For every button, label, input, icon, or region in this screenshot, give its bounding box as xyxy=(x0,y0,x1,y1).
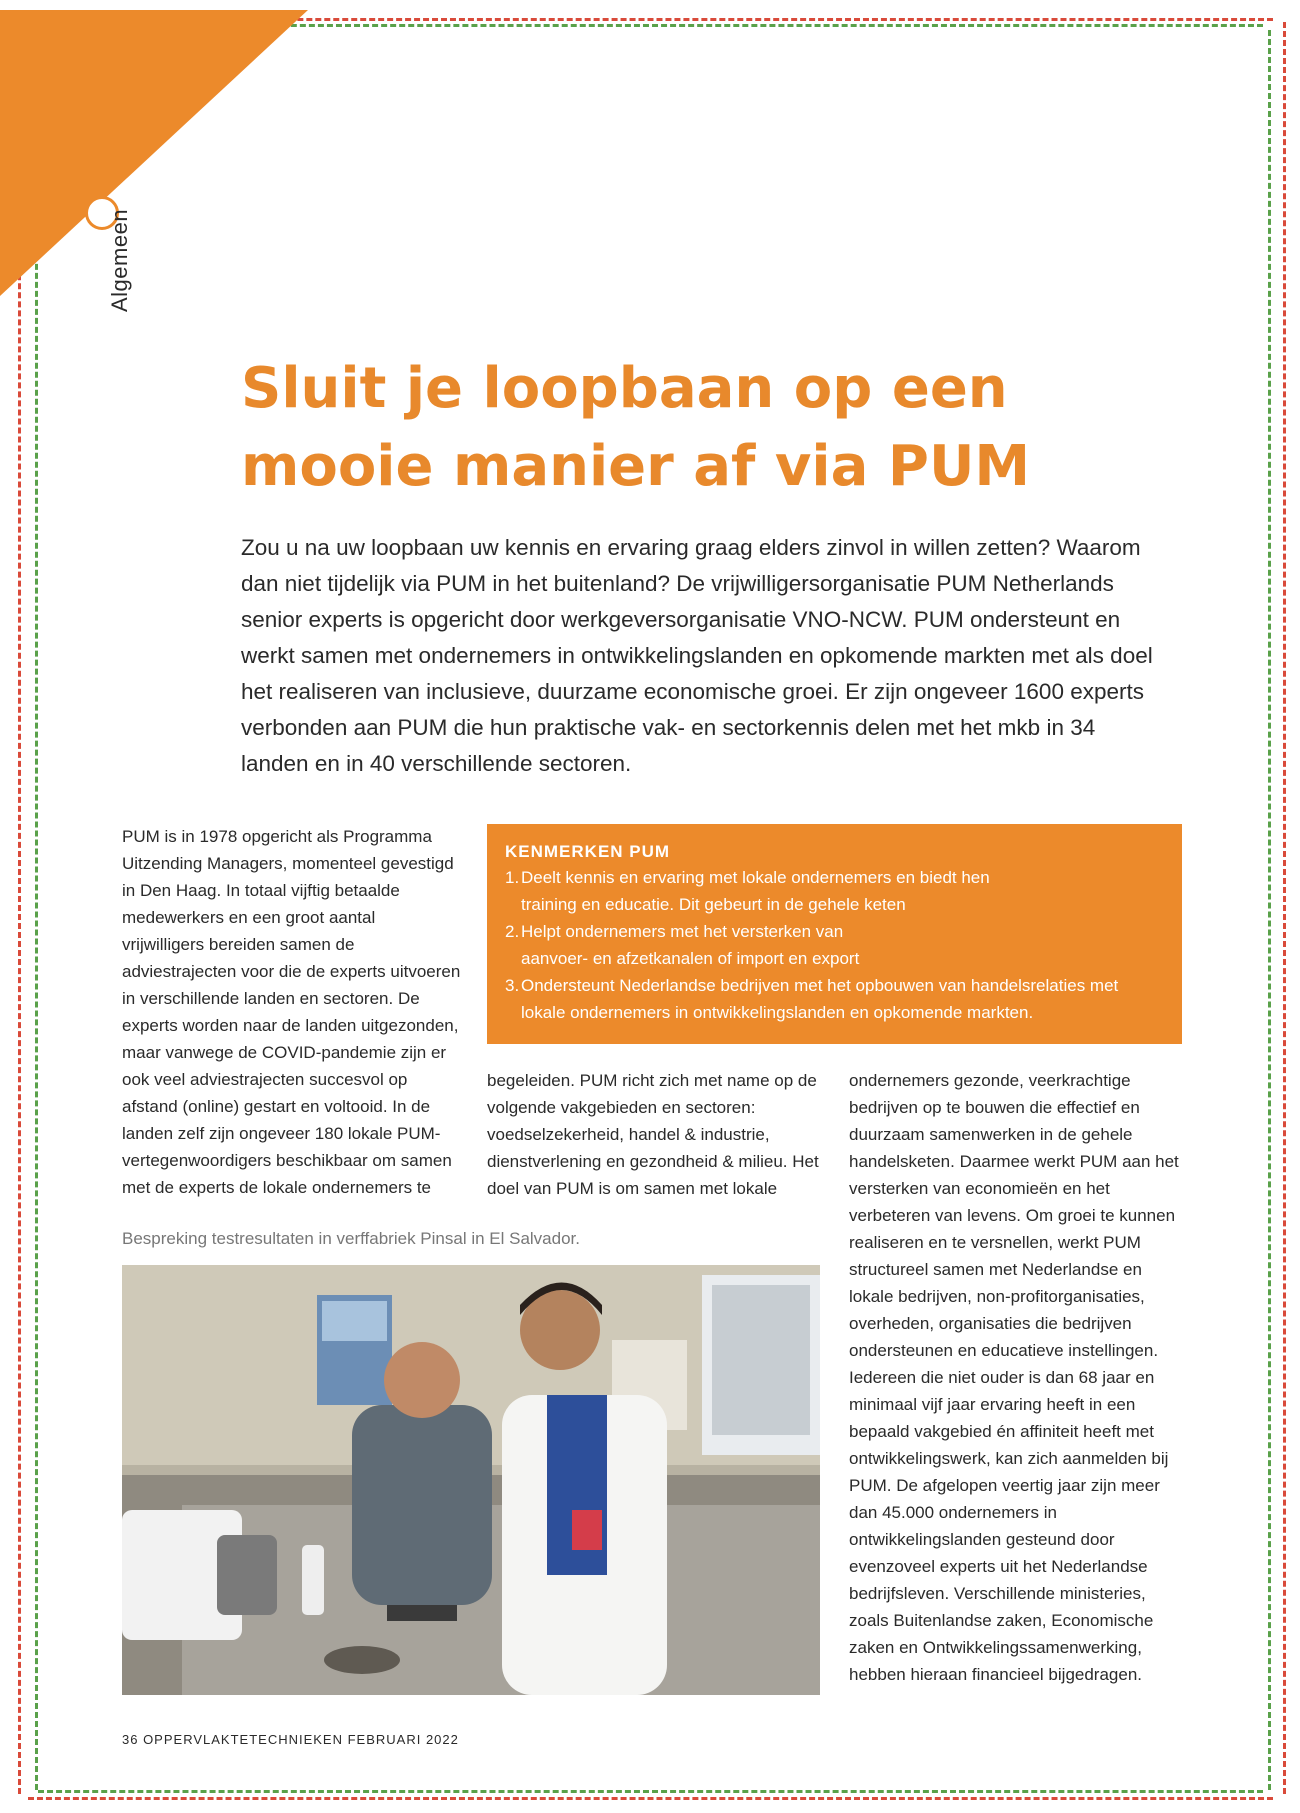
list-item xyxy=(505,972,1164,1026)
frame-dashed-bottom-inner xyxy=(38,1790,1263,1793)
article-title-line1: Sluit je loopbaan op een xyxy=(241,356,1008,421)
article-intro: Zou u na uw loopbaan uw kennis en ervaring graag elders zinvol in willen zetten? Waarom dan niet tijdelijk via PUM in het buitenland? De vrijwilligersorganisatie PUM Netherlands senior experts is opgericht door werkgeversorganisatie VNO-NCW. PUM ondersteunt en werkt samen met ondernemers in ontwikkelingslanden en opkomende markten met als doel het realiseren van inclusieve, duurzame economische groei. Er zijn ongeveer 1600 experts verbonden aan PUM die hun praktische vak- en sectorkennis delen met het mkb in 34 landen en in 40 verschillende sectoren. xyxy=(241,535,1153,776)
body-column-1: PUM is in 1978 opgericht als Programma Uitzending Managers, momenteel gevestigd in Den Haag. In totaal vijftig betaalde medewerkers en een groot aantal vrijwilligers bereiden samen de adviestrajecten voor die de experts uitvoeren in verschillende landen en sectoren. De experts worden naar de landen uitgezonden, maar vanwege de COVID-pandemie zijn er ook veel adviestrajecten succesvol op afstand (online) gestart en voltooid. In de landen zelf zijn ongeveer 180 lokale PUM-vertegenwoordigers beschikbaar om samen met de experts de lokale ondernemers te xyxy=(122,827,461,1197)
frame-dashed-bottom xyxy=(28,1797,1273,1800)
frame-dashed-right xyxy=(1283,22,1286,1794)
lab-photo xyxy=(122,1265,820,1695)
list-item-number: 1. xyxy=(505,868,520,887)
photo-caption: Bespreking testresultaten in verffabriek Pinsal in El Salvador. xyxy=(122,1229,580,1248)
corner-triangle xyxy=(0,0,310,300)
list-item-text: Ondersteunt Nederlandse bedrijven met het opbouwen van handelsrelaties met lokale ondernemers in ontwikkelingslanden en opkomende markten. xyxy=(521,976,1119,1022)
article-title-line2: mooie manier af via PUM xyxy=(241,434,1031,499)
body-column-3: ondernemers gezonde, veerkrachtige bedrijven op te bouwen die effectief en duurzaam samenwerken in de gehele handelsketen. Daarmee werkt PUM aan het versterken van economieën en het verbeteren van levens. Om groei te kunnen realiseren en te versnellen, werkt PUM structureel samen met Nederlandse en lokale bedrijven, non-profitorganisaties, overheden, organisaties die bedrijven ondersteunen en educatieve instellingen. Iedereen die niet ouder is dan 68 jaar en minimaal vijf jaar ervaring heeft in een bepaald vakgebied én affiniteit heeft met ontwikkelingswerk, kan zich aanmelden bij PUM. De afgelopen veertig jaar zijn meer dan 45.000 ondernemers in ontwikkelingslanden gesteund door evenzoveel experts uit het Nederlandse bedrijfsleven. Verschillende ministeries, zoals Buitenlandse zaken, Economische zaken en Ontwikkelingssamenwerking, hebben hieraan financieel bijgedragen. xyxy=(849,1071,1179,1684)
list-item-number: 2. xyxy=(505,922,520,941)
frame-dashed-right-inner xyxy=(1268,30,1271,1790)
list-item xyxy=(505,864,1164,918)
kenmerken-list xyxy=(505,864,1164,1026)
kenmerken-box xyxy=(487,824,1182,1044)
list-item-text: Deelt kennis en ervaring met lokale ondernemers en biedt hen training en educatie. Dit gebeurt in de gehele keten xyxy=(521,868,990,914)
kenmerken-title: KENMERKEN PUM xyxy=(505,842,671,861)
article-title xyxy=(241,350,1101,506)
list-item xyxy=(505,918,1164,972)
list-item-number: 3. xyxy=(505,976,520,995)
section-label: Algemeen xyxy=(107,208,132,312)
body-column-2: begeleiden. PUM richt zich met name op de volgende vakgebieden en sectoren: voedselzekerheid, handel & industrie, dienstverlening en gezondheid & milieu. Het doel van PUM is om samen met lokale xyxy=(487,1071,819,1198)
list-item-text: Helpt ondernemers met het versterken van aanvoer- en afzetkanalen of import en export xyxy=(521,922,860,968)
page-footer: 36 OPPERVLAKTETECHNIEKEN FEBRUARI 2022 xyxy=(122,1732,459,1747)
